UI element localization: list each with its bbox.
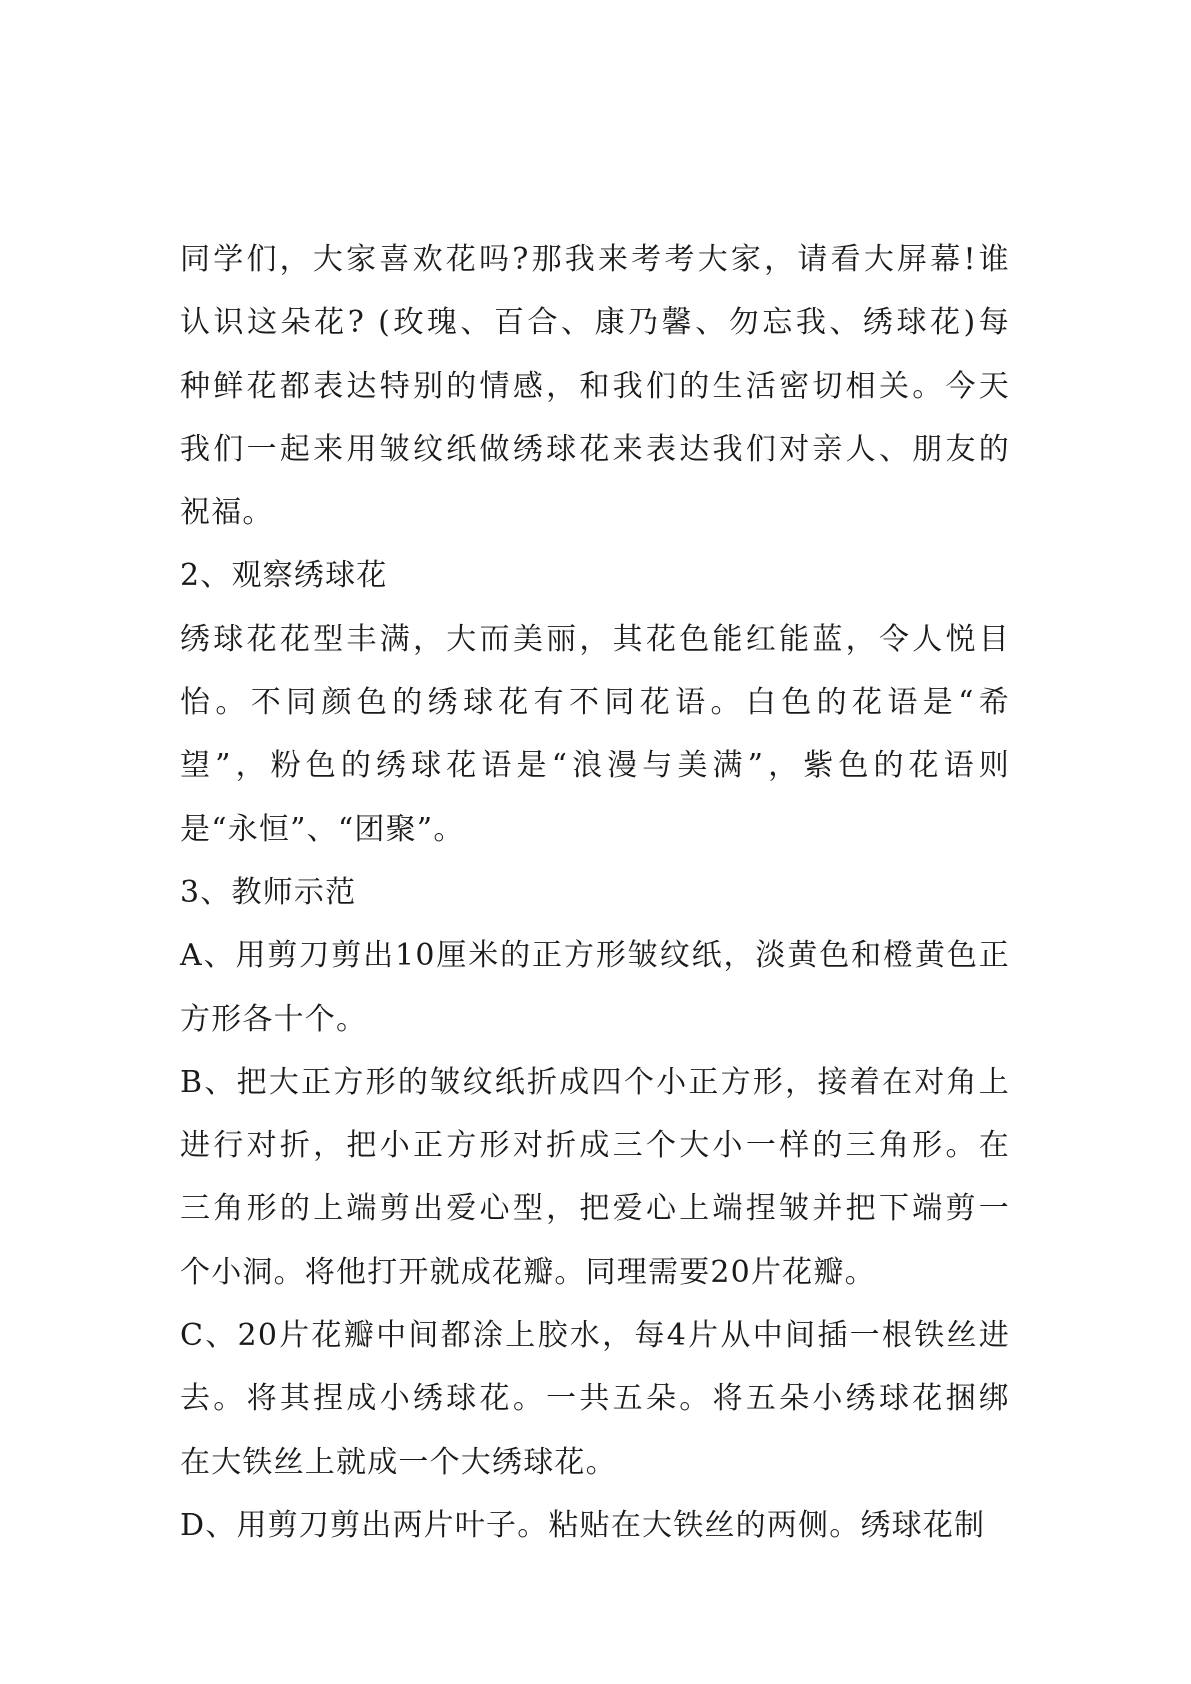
text-line: 是“永恒”、“团聚”。 [180,811,465,847]
text-line: 进行对折，把小正方形对折成三个大小一样的三角形。在 [180,1128,1010,1164]
text-line: 3、教师示范 [180,874,357,910]
paragraph [180,608,1010,861]
text-line: 认识这朵花? (玫瑰、百合、康乃馨、勿忘我、绣球花)每 [180,305,1010,341]
text-line: B、把大正方形的皱纹纸折成四个小正方形，接着在对角上 [180,1064,1010,1100]
text-line: 同学们，大家喜欢花吗?那我来考考大家，请看大屏幕!谁 [180,242,1010,277]
text-line: D、用剪刀剪出两片叶子。粘贴在大铁丝的两侧。绣球花制 [180,1507,986,1543]
text-line: 2、观察绣球花 [180,558,388,594]
paragraph [180,1304,1010,1494]
text-line: 方形各十个。 [180,1001,368,1037]
document-body [180,228,1010,1557]
text-line: C、20片花瓣中间都涂上胶水，每4片从中间插一根铁丝进 [180,1318,1010,1354]
paragraph [180,1494,1010,1557]
paragraph [180,1051,1010,1304]
text-line: 去。将其捏成小绣球花。一共五朵。将五朵小绣球花捆绑 [180,1381,1010,1417]
text-line: 三角形的上端剪出爱心型，把爱心上端捏皱并把下端剪一 [180,1191,1010,1227]
paragraph [180,544,1010,607]
text-line: A、用剪刀剪出10厘米的正方形皱纹纸，淡黄色和橙黄色正 [180,938,1010,974]
text-line: 祝福。 [180,495,274,531]
text-line: 在大铁丝上就成一个大绣球花。 [180,1444,617,1480]
text-line: 种鲜花都表达特别的情感，和我们的生活密切相关。今天 [180,368,1010,404]
text-line: 个小洞。将他打开就成花瓣。同理需要20片花瓣。 [180,1254,876,1290]
paragraph [180,924,1010,1051]
text-line: 绣球花花型丰满，大而美丽，其花色能红能蓝，令人悦目 [180,621,1010,657]
text-line: 怡。不同颜色的绣球花有不同花语。白色的花语是“希 [180,685,1010,721]
text-line: 我们一起来用皱纹纸做绣球花来表达我们对亲人、朋友的 [180,431,1010,467]
text-line: 望”，粉色的绣球花语是“浪漫与美满”，紫色的花语则 [180,748,1010,784]
paragraph [180,228,1010,544]
paragraph [180,861,1010,924]
